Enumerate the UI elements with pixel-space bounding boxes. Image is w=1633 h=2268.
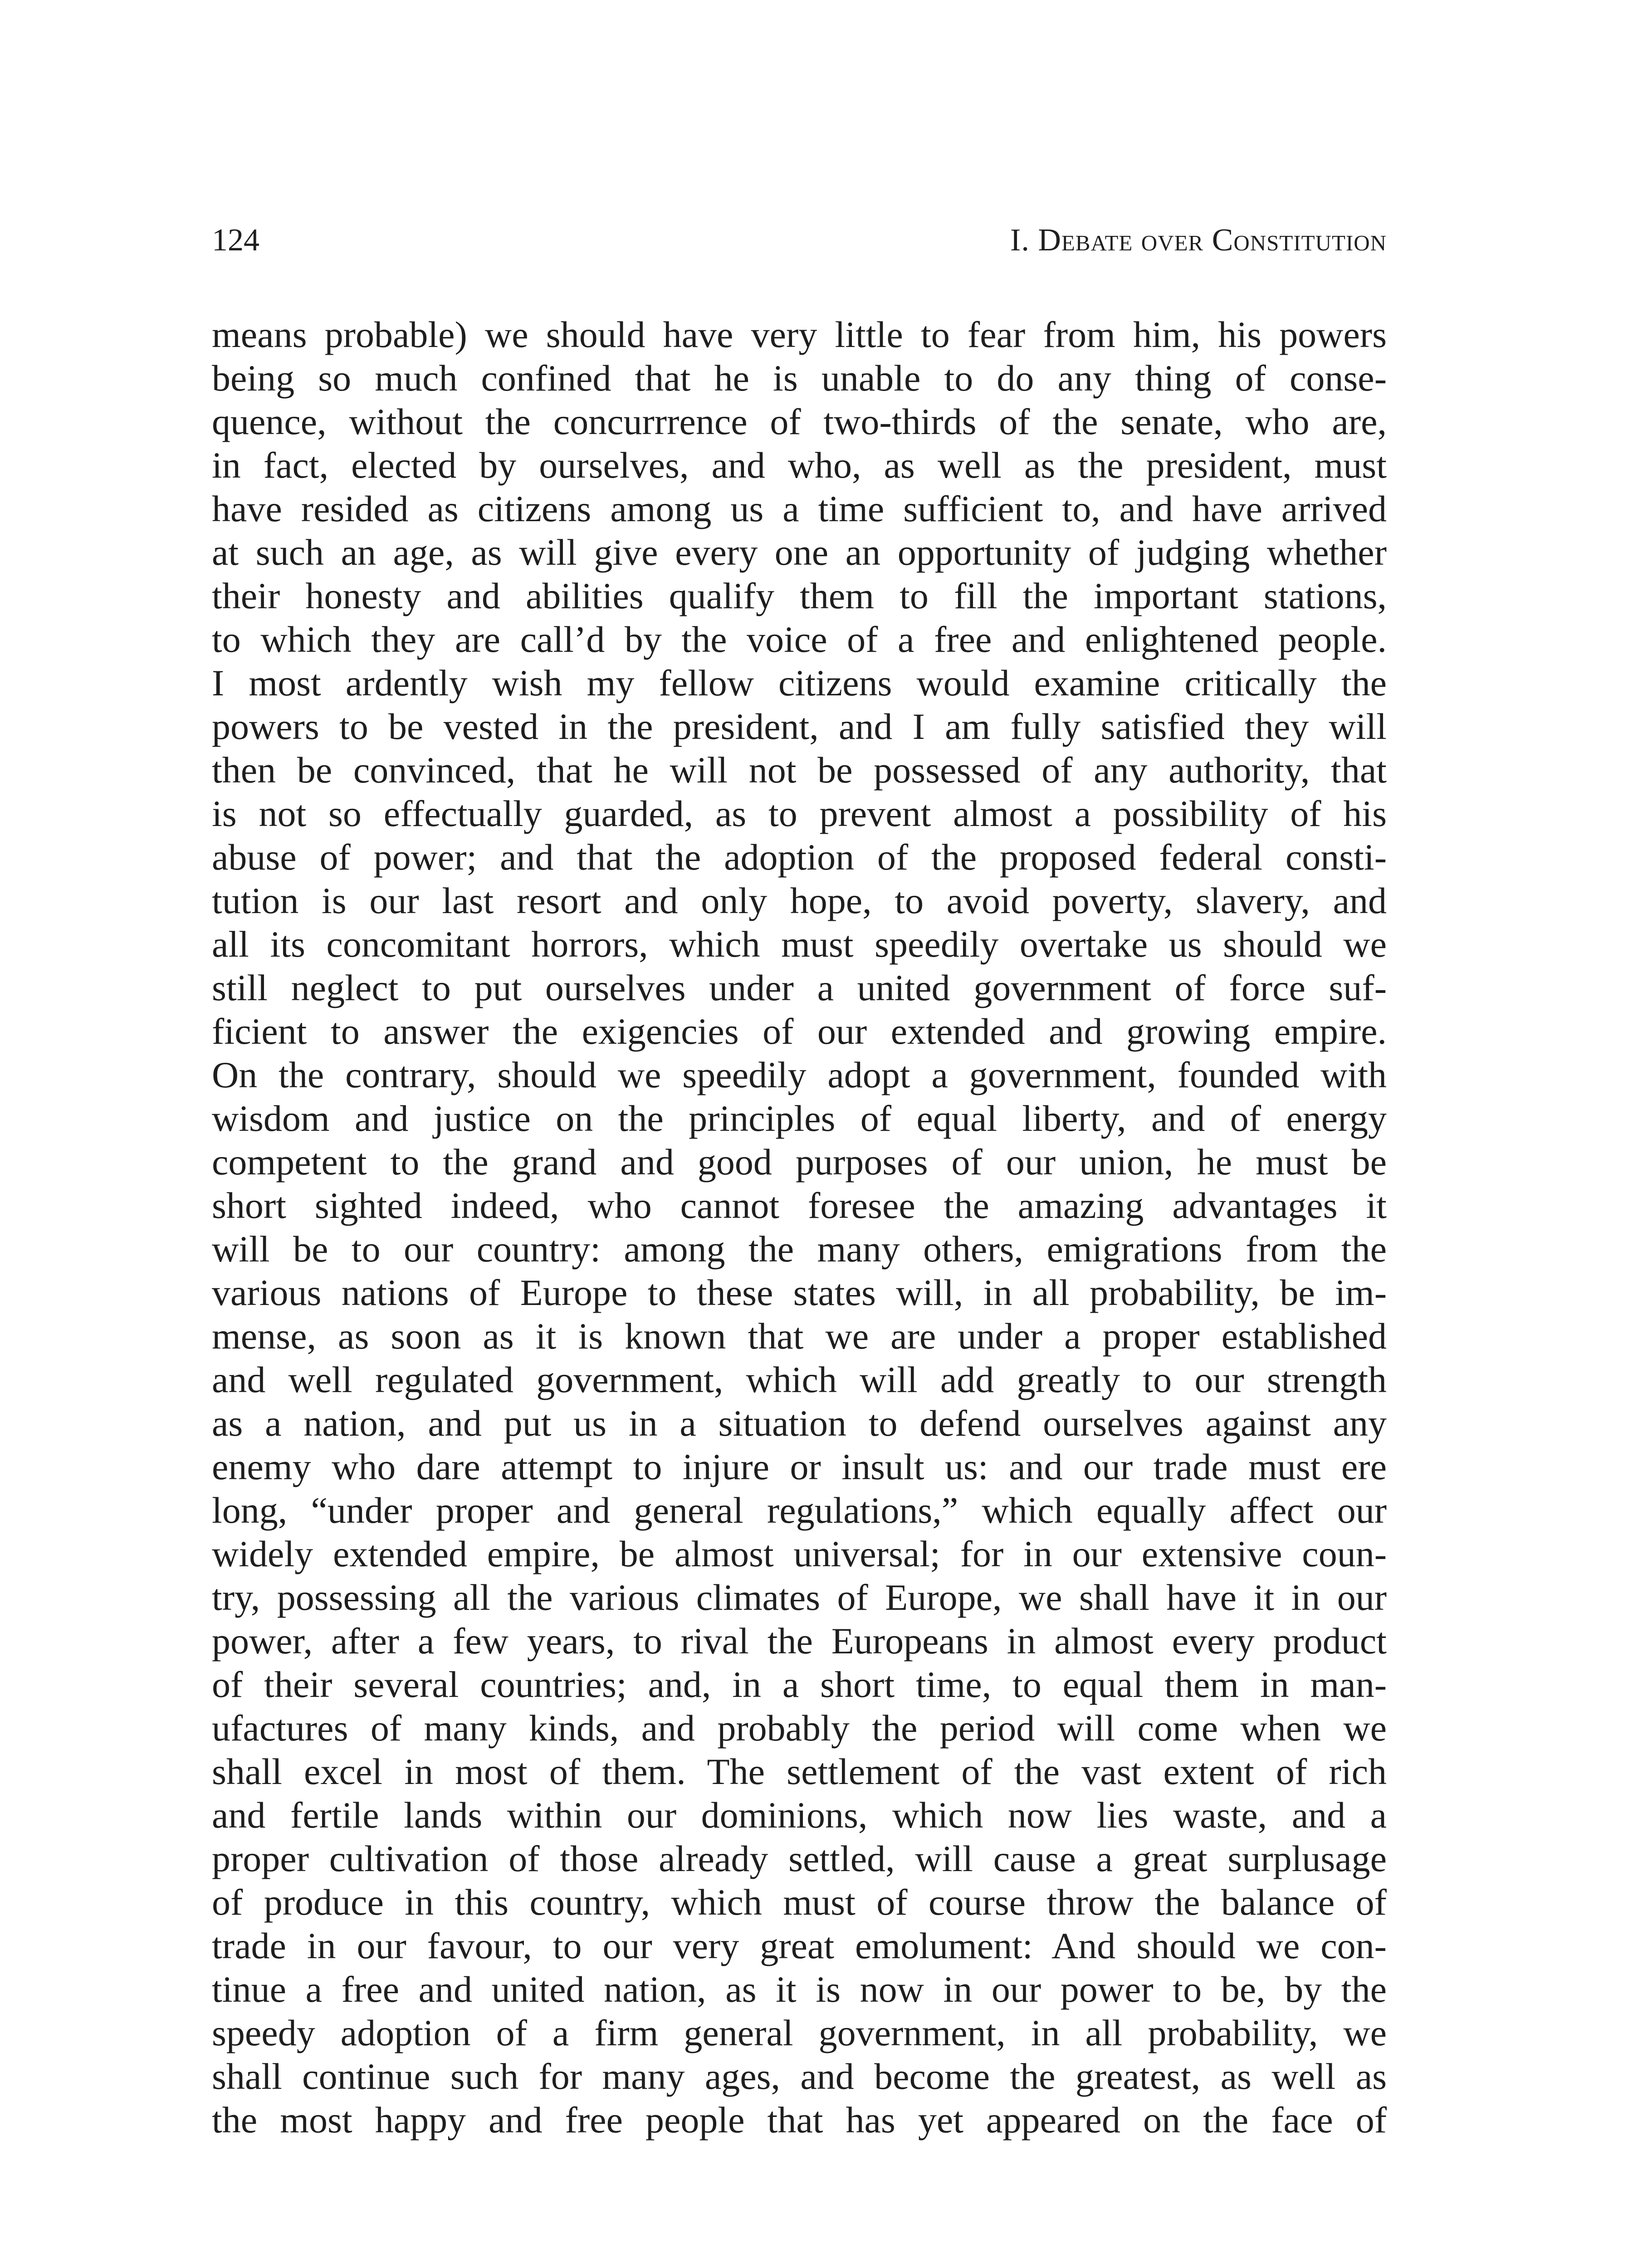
text-line: have resided as citizens among us a time sufficient to, and have arrived [212,488,1387,529]
text-line: still neglect to put ourselves under a united government of force suf- [212,967,1387,1008]
text-line: ufactures of many kinds, and probably the period will come when we [212,1707,1387,1749]
text-line: all its concomitant horrors, which must speedily overtake us should we [212,924,1387,965]
text-line: at such an age, as will give every one an opportunity of judging whether [212,532,1387,573]
text-line: being so much confined that he is unable to do any thing of conse- [212,357,1387,399]
text-line: mense, as soon as it is known that we are under a proper established [212,1315,1387,1357]
section-title: I. Debate over Constitution [1010,223,1387,258]
text-line: and fertile lands within our dominions, which now lies waste, and a [212,1794,1387,1836]
text-line: means probable) we should have very little to fear from him, his powers [212,314,1387,355]
text-line: widely extended empire, be almost universal; for in our extensive coun- [212,1533,1387,1574]
body-text [212,313,1387,2142]
text-line: long, “under proper and general regulations,” which equally affect our [212,1490,1387,1531]
text-line: speedy adoption of a firm general government, in all probability, we [212,2012,1387,2053]
text-line: tution is our last resort and only hope, to avoid poverty, slavery, and [212,880,1387,921]
text-line: proper cultivation of those already settled, will cause a great surplusage [212,1838,1387,1879]
text-line: shall continue such for many ages, and become the greatest, as well as [212,2056,1387,2097]
text-line: competent to the grand and good purposes of our union, he must be [212,1141,1387,1183]
text-line: will be to our country: among the many others, emigrations from the [212,1228,1387,1270]
text-line: enemy who dare attempt to injure or insult us: and our trade must ere [212,1446,1387,1487]
text-line: and well regulated government, which will add greatly to our strength [212,1359,1387,1400]
text-line: I most ardently wish my fellow citizens would examine critically the [212,662,1387,704]
text-line: short sighted indeed, who cannot foresee the amazing advantages it [212,1185,1387,1226]
text-line: quence, without the concurrrence of two-thirds of the senate, who are, [212,401,1387,442]
text-line: On the contrary, should we speedily adopt a government, founded with [212,1054,1387,1095]
text-line: the most happy and free people that has yet appeared on the face of [212,2099,1387,2141]
text-line: is not so effectually guarded, as to prevent almost a possibility of his [212,793,1387,834]
text-line: wisdom and justice on the principles of equal liberty, and of energy [212,1098,1387,1139]
text-line: tinue a free and united nation, as it is now in our power to be, by the [212,1969,1387,2010]
text-line: to which they are call’d by the voice of a free and enlightened people. [212,619,1387,660]
text-line: then be convinced, that he will not be possessed of any authority, that [212,749,1387,791]
text-line: ficient to answer the exigencies of our extended and growing empire. [212,1011,1387,1052]
text-line: as a nation, and put us in a situation to defend ourselves against any [212,1403,1387,1444]
text-line: abuse of power; and that the adoption of the proposed federal consti- [212,836,1387,878]
text-line: various nations of Europe to these states will, in all probability, be im- [212,1272,1387,1313]
text-line: shall excel in most of them. The settlement of the vast extent of rich [212,1751,1387,1792]
page-number: 124 [212,223,259,258]
text-line: in fact, elected by ourselves, and who, as well as the president, must [212,445,1387,486]
text-line: power, after a few years, to rival the Europeans in almost every product [212,1620,1387,1662]
running-head [212,218,1387,263]
text-line: trade in our favour, to our very great emolument: And should we con- [212,1925,1387,1966]
text-line: of their several countries; and, in a short time, to equal them in man- [212,1664,1387,1705]
text-line: their honesty and abilities qualify them to fill the important stations, [212,575,1387,616]
text-line: try, possessing all the various climates of Europe, we shall have it in our [212,1577,1387,1618]
text-line: of produce in this country, which must of course throw the balance of [212,1882,1387,1923]
text-line: powers to be vested in the president, and I am fully satisfied they will [212,706,1387,747]
